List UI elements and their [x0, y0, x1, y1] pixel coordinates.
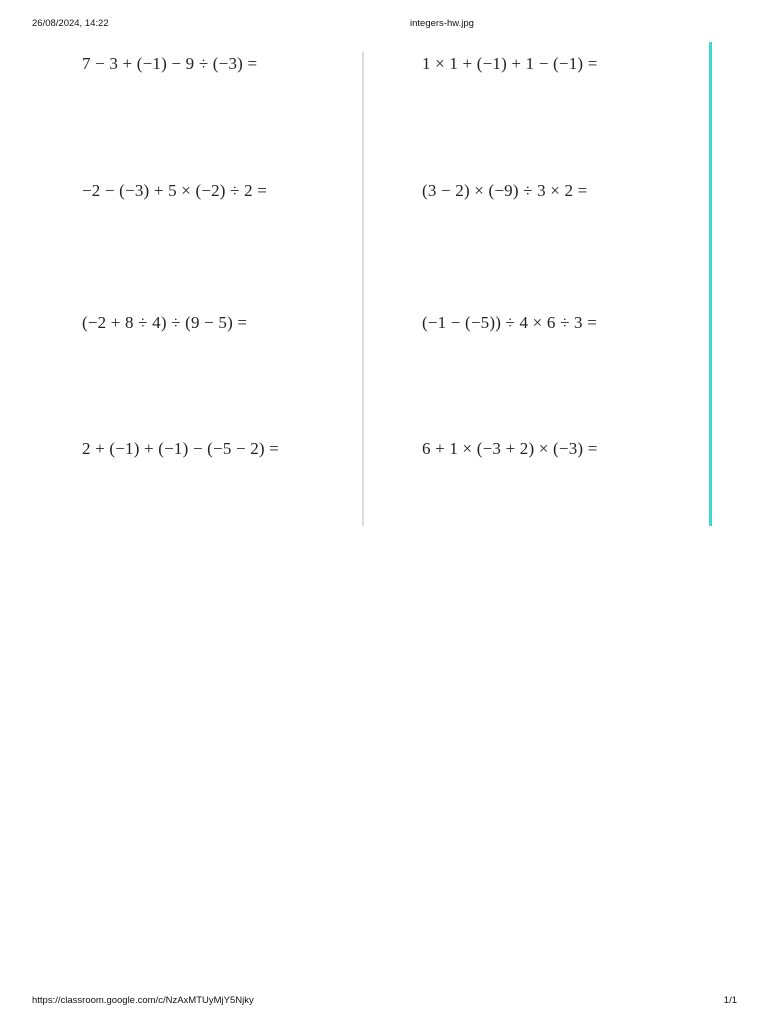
column-divider — [362, 52, 364, 526]
problem-2: 1 × 1 + (−1) + 1 − (−1) = — [422, 54, 598, 73]
problem-8: 6 + 1 × (−3 + 2) × (−3) = — [422, 439, 598, 458]
image-edge-line — [709, 42, 712, 526]
problem-1: 7 − 3 + (−1) − 9 ÷ (−3) = — [82, 54, 258, 73]
print-header — [0, 18, 768, 32]
problem-7: 2 + (−1) + (−1) − (−5 − 2) = — [82, 439, 280, 458]
problem-6: (−1 − (−5)) ÷ 4 × 6 ÷ 3 = — [422, 313, 597, 332]
problem-4: (3 − 2) × (−9) ÷ 3 × 2 = — [422, 181, 588, 200]
problem-5: (−2 + 8 ÷ 4) ÷ (9 − 5) = — [82, 313, 248, 332]
source-url: https://classroom.google.com/c/NzAxMTUyMjY5Njky — [32, 995, 254, 1006]
page-number: 1/1 — [723, 995, 737, 1006]
problem-3: −2 − (−3) + 5 × (−2) ÷ 2 = — [82, 181, 268, 200]
print-footer — [0, 995, 768, 1009]
print-datetime: 26/08/2024, 14:22 — [32, 18, 109, 29]
worksheet-image — [64, 40, 724, 528]
document-title: integers-hw.jpg — [410, 18, 474, 29]
